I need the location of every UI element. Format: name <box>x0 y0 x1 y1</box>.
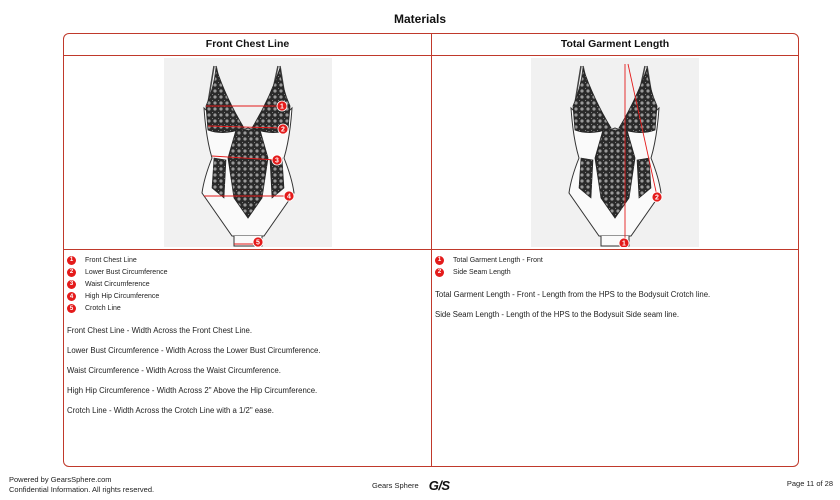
description-text: Crotch Line - Width Across the Crotch Line with a 1/2" ease. <box>67 405 274 415</box>
gears-sphere-logo: G/S <box>428 478 450 493</box>
legend-item <box>435 254 798 266</box>
legend-item <box>435 266 798 278</box>
measurement-marker-2 <box>652 192 662 202</box>
total-garment-length-descriptions <box>432 290 798 319</box>
powered-by-link[interactable]: Powered by GearsSphere.com <box>9 475 112 484</box>
svg-text:2: 2 <box>655 194 659 202</box>
legend-label: Total Garment Length - Front <box>453 256 543 264</box>
legend-label: Front Chest Line <box>85 256 137 264</box>
bodysuit-front-sketch <box>164 58 332 247</box>
materials-table <box>63 33 799 467</box>
measurement-marker-4 <box>284 191 294 201</box>
legend-number-badge: 5 <box>67 304 76 313</box>
svg-text:5: 5 <box>256 239 260 247</box>
legend-label: Side Seam Length <box>453 268 511 276</box>
legend-item <box>67 254 431 266</box>
bodysuit-front-sketch <box>531 58 699 247</box>
svg-text:3: 3 <box>275 157 279 165</box>
description-text: Total Garment Length - Front - Length from the HPS to the Bodysuit Crotch line. <box>435 290 711 300</box>
description-text: Waist Circumference - Width Across the Waist Circumference. <box>67 365 281 375</box>
description-text: Lower Bust Circumference - Width Across the Lower Bust Circumference. <box>67 345 321 355</box>
front-chest-line-illustration <box>164 58 332 247</box>
legend-item <box>67 291 431 303</box>
svg-text:4: 4 <box>287 193 291 201</box>
front-chest-line-header: Front Chest Line <box>64 34 431 56</box>
page-title: Materials <box>393 12 447 26</box>
total-garment-length-column <box>432 34 798 466</box>
page-number: Page 11 of 28 <box>786 479 833 488</box>
legend-label: High Hip Circumference <box>85 293 160 301</box>
description-text: High Hip Circumference - Width Across 2" Above the Hip Circumference. <box>67 385 318 395</box>
total-garment-length-image-row <box>432 56 798 250</box>
legend-number-badge: 2 <box>435 268 444 277</box>
measurement-marker-2 <box>278 124 288 134</box>
legend-label: Waist Circumference <box>85 280 150 288</box>
legend-number-badge: 2 <box>67 268 76 277</box>
measurement-marker-3 <box>272 155 282 165</box>
legend-number-badge: 1 <box>67 256 76 265</box>
footer-left <box>9 475 154 495</box>
legend-item <box>67 266 431 278</box>
legend-item <box>67 278 431 290</box>
description-text: Side Seam Length - Length of the HPS to the Bodysuit Side seam line. <box>435 310 680 320</box>
svg-text:1: 1 <box>622 240 626 247</box>
confidential-notice: Confidential Information. All rights reserved. <box>9 485 155 494</box>
legend-label: Crotch Line <box>85 305 121 313</box>
measurement-marker-5 <box>253 237 263 247</box>
front-chest-line-image-row <box>64 56 431 250</box>
description-text: Front Chest Line - Width Across the Front Chest Line. <box>67 325 253 335</box>
brand-name: Gears Sphere <box>372 481 419 490</box>
total-garment-length-legend <box>432 250 798 278</box>
legend-number-badge: 1 <box>435 256 444 265</box>
front-chest-line-descriptions <box>64 326 431 415</box>
legend-number-badge: 4 <box>67 292 76 301</box>
front-chest-line-legend <box>64 250 431 315</box>
legend-label: Lower Bust Circumference <box>85 268 168 276</box>
measurement-marker-1 <box>277 101 287 111</box>
footer-brand <box>372 478 450 493</box>
total-garment-length-header: Total Garment Length <box>432 34 798 56</box>
measurement-marker-1 <box>619 238 629 247</box>
legend-item <box>67 303 431 315</box>
front-chest-line-column <box>64 34 432 466</box>
total-garment-length-illustration <box>531 58 699 247</box>
legend-number-badge: 3 <box>67 280 76 289</box>
svg-text:2: 2 <box>281 126 285 134</box>
svg-text:1: 1 <box>280 103 284 111</box>
